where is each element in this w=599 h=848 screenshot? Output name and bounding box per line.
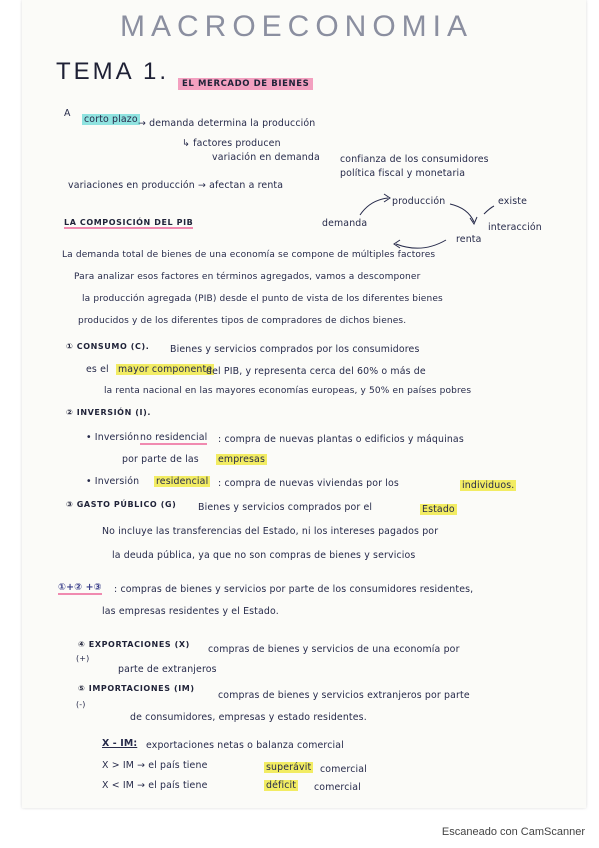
suma-l2: las empresas residentes y el Estado. (102, 606, 279, 617)
balanza-l1: exportaciones netas o balanza comercial (146, 740, 344, 751)
inversion-b1l2a: por parte de las (122, 454, 199, 465)
tema-name: EL MERCADO DE BIENES (178, 78, 313, 90)
cycle-existe: existe (498, 196, 527, 207)
gasto-l1hl: Estado (422, 504, 455, 515)
inversion-b2hl: residencial (156, 476, 209, 487)
import-l2: de consumidores, empresas y estado residentes. (130, 712, 367, 723)
inversion-b2hl2: individuos. (462, 480, 515, 491)
intro-line2: ↳ factores producen (182, 138, 281, 149)
import-sign: (-) (76, 700, 86, 709)
intro-line5: variaciones en producción → afectan a renta (68, 180, 284, 191)
balanza-l3hl: déficit (266, 780, 297, 791)
cycle-produccion: producción (392, 196, 446, 207)
page-title: MACROECONOMIA (120, 10, 474, 43)
balanza-l3a: X < IM → el país tiene (102, 780, 208, 791)
gasto-head: ③ GASTO PÚBLICO (G) (66, 500, 177, 509)
balanza-l2hl: superávit (266, 762, 312, 773)
tema-number: TEMA 1. (56, 58, 170, 85)
inversion-b2pre: • Inversión (86, 476, 140, 487)
export-head: ④ EXPORTACIONES (X) (78, 640, 190, 649)
gasto-l3: la deuda pública, ya que no son compras de bienes y servicios (112, 550, 416, 561)
inversion-b1l2hl: empresas (218, 454, 265, 465)
inversion-b2post: : compra de nuevas viviendas por los (218, 478, 399, 489)
consumo-l2hl: mayor componente (118, 364, 213, 375)
p1-line4: producidos y de los diferentes tipos de compradores de dichos bienes. (78, 316, 407, 326)
consumo-l1: Bienes y servicios comprados por los consumidores (170, 344, 420, 355)
balanza-head: X - IM: (102, 738, 138, 749)
export-sign: (+) (76, 654, 90, 663)
balanza-l3b: comercial (314, 782, 361, 793)
inversion-head: ② INVERSIÓN (I). (66, 408, 151, 417)
consumo-l2b: del PIB, y representa cerca del 60% o más de (206, 366, 426, 377)
inversion-b1hl: no residencial (140, 432, 208, 443)
balanza-l2a: X > IM → el país tiene (102, 760, 208, 771)
p1-line2: Para analizar esos factores en términos agregados, vamos a descomponer (74, 272, 421, 282)
gasto-l1a: Bienes y servicios comprados por el (198, 502, 373, 513)
scanned-page (22, 0, 586, 808)
import-l1: compras de bienes y servicios extranjeros por parte (218, 690, 470, 701)
cycle-demanda: demanda (322, 218, 368, 229)
gasto-l2: No incluye las transferencias del Estado, ni los intereses pagados por (102, 526, 439, 537)
p1-line3: la producción agregada (PIB) desde el punto de vista de los diferentes bienes (82, 294, 443, 304)
export-l2: parte de extranjeros (118, 664, 217, 675)
intro-prefix: A (64, 108, 71, 119)
intro-line3b: confianza de los consumidores (340, 154, 489, 165)
cycle-interaccion: interacción (488, 222, 542, 233)
cycle-renta: renta (456, 234, 482, 245)
consumo-head: ① CONSUMO (C). (66, 342, 150, 351)
p1-line1: La demanda total de bienes de una economía se compone de múltiples factores (62, 250, 436, 260)
section-heading: LA COMPOSICIÓN DEL PIB (64, 218, 194, 227)
inversion-b1post: : compra de nuevas plantas o edificios y máquinas (218, 434, 464, 445)
inversion-b1pre: • Inversión (86, 432, 140, 443)
consumo-l2a: es el (86, 364, 109, 375)
suma-head: ①+② +③ (58, 582, 102, 593)
balanza-l2b: comercial (320, 764, 367, 775)
import-head: ⑤ IMPORTACIONES (IM) (78, 684, 195, 693)
intro-line1: → demanda determina la producción (138, 118, 316, 129)
intro-term: corto plazo (84, 114, 138, 125)
export-l1: compras de bienes y servicios de una economía por (208, 644, 460, 655)
consumo-l3: la renta nacional en las mayores economías europeas, y 50% en países pobres (104, 386, 472, 396)
camscanner-footer: Escaneado con CamScanner (441, 826, 585, 838)
intro-line4: política fiscal y monetaria (340, 168, 466, 179)
intro-line3: variación en demanda (212, 152, 320, 163)
suma-l1: : compras de bienes y servicios por parte de los consumidores residentes, (114, 584, 474, 595)
